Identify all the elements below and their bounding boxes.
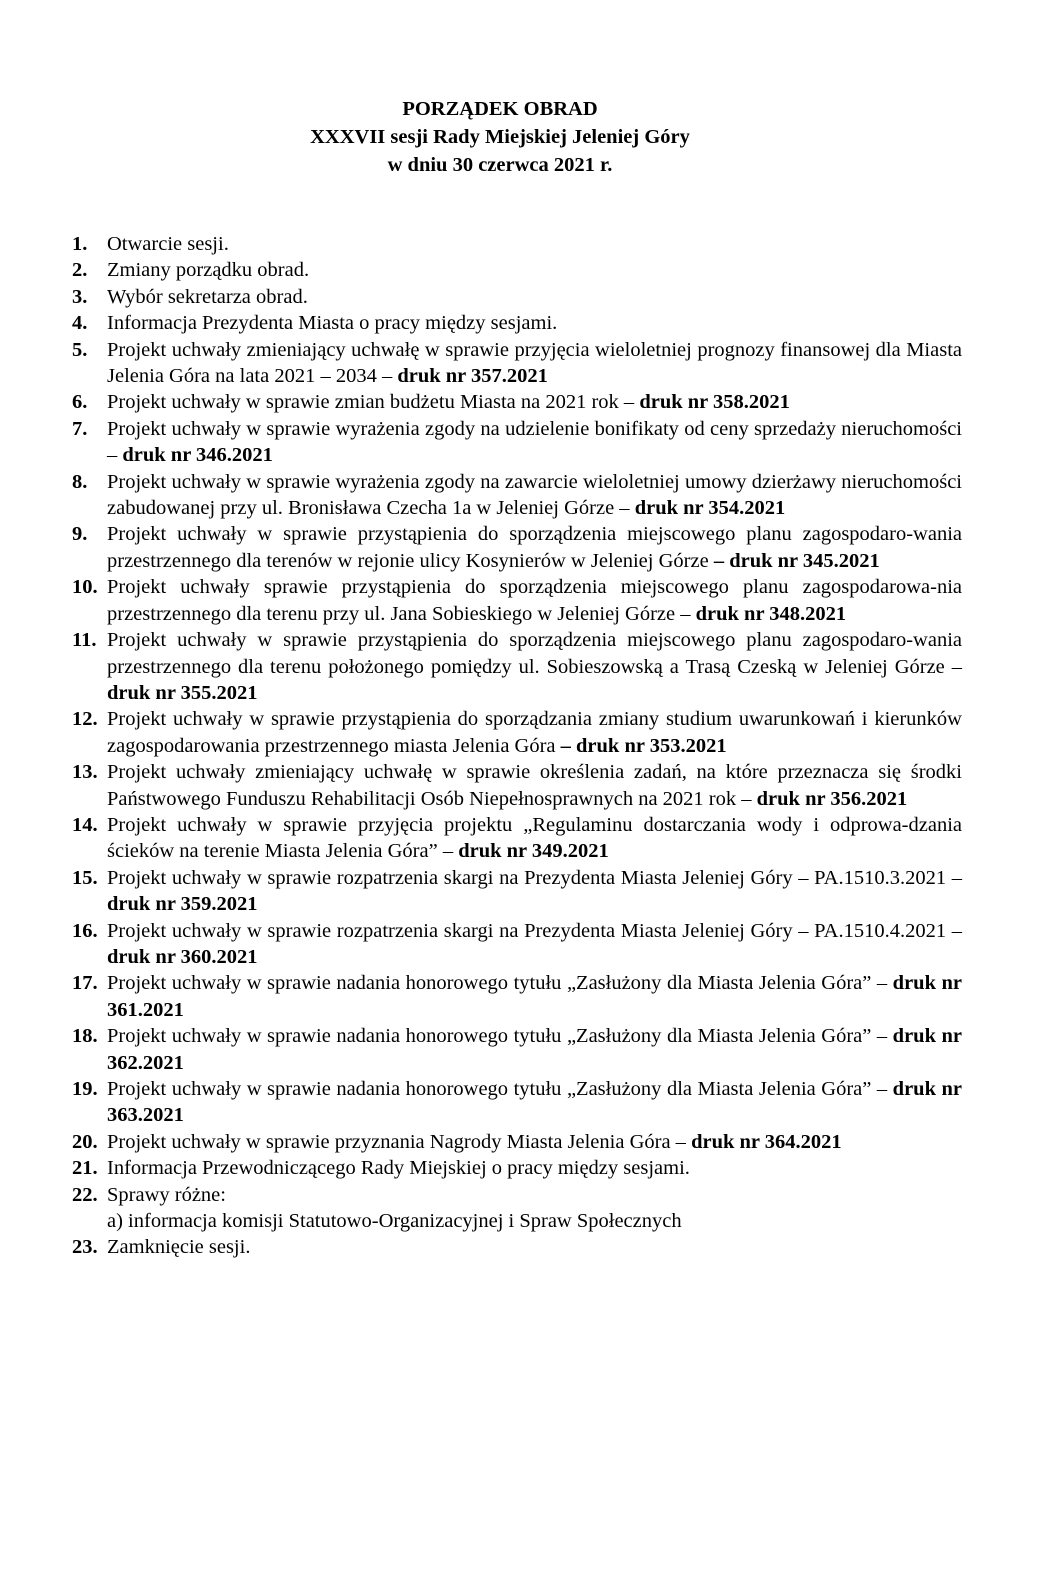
session-name: XXXVII sesji Rady Miejskiej Jeleniej Góry bbox=[310, 126, 690, 148]
agenda-item bbox=[72, 1023, 962, 1076]
agenda-item bbox=[72, 1182, 962, 1235]
agenda-item-number: 13. bbox=[72, 761, 98, 784]
agenda-item-druk: druk nr 360.2021 bbox=[107, 945, 258, 968]
agenda-item-number: 7. bbox=[72, 417, 88, 440]
agenda-item bbox=[72, 918, 962, 971]
agenda-item-druk: druk nr 357.2021 bbox=[397, 365, 548, 388]
agenda-item-text: Informacja Przewodniczącego Rady Miejskiej o pracy między sesjami. bbox=[107, 1157, 690, 1180]
agenda-item-druk: druk nr 364.2021 bbox=[691, 1130, 842, 1153]
agenda-item-number: 10. bbox=[72, 576, 98, 599]
agenda-item-druk: druk nr 362.2021 bbox=[107, 1025, 962, 1074]
agenda-item bbox=[72, 389, 962, 415]
agenda-item bbox=[72, 416, 962, 469]
agenda-item-number: 8. bbox=[72, 470, 88, 493]
agenda-item bbox=[72, 706, 962, 759]
session-date: w dniu 30 czerwca 2021 r. bbox=[387, 154, 613, 176]
agenda-item-text: Zamknięcie sesji. bbox=[107, 1236, 251, 1259]
agenda-item-number: 2. bbox=[72, 259, 88, 282]
agenda-item-druk: druk nr 363.2021 bbox=[107, 1078, 962, 1127]
agenda-item-text: Projekt uchwały w sprawie przystąpienia do sporządzania zmiany studium uwarunkowań i kierunków zagospodarowania przestrzennego miasta Jelenia Góra bbox=[107, 708, 962, 757]
agenda-item-text: Wybór sekretarza obrad. bbox=[107, 285, 308, 308]
agenda-list bbox=[72, 231, 962, 1261]
document-title: PORZĄDEK OBRAD bbox=[402, 98, 598, 120]
agenda-item-number: 11. bbox=[72, 629, 97, 652]
agenda-item-number: 1. bbox=[72, 233, 88, 255]
agenda-item-druk: – druk nr 345.2021 bbox=[713, 549, 880, 572]
agenda-item-text: Projekt uchwały zmieniający uchwałę w sprawie przyjęcia wieloletniej prognozy finansowej dla Miasta Jelenia Góra na lata 2021 – 2034 – bbox=[107, 338, 962, 388]
agenda-item bbox=[72, 574, 962, 627]
agenda-item bbox=[72, 1155, 962, 1181]
agenda-item-text: Zmiany porządku obrad. bbox=[107, 259, 310, 282]
agenda-item bbox=[72, 284, 962, 310]
agenda-item-text: Projekt uchwały w sprawie rozpatrzenia skargi na Prezydenta Miasta Jeleniej Góry – PA.1510.4.2021 – bbox=[107, 919, 962, 942]
agenda-item-druk: druk nr 355.2021 bbox=[107, 681, 258, 704]
agenda-item bbox=[72, 759, 962, 812]
agenda-item-text: Projekt uchwały w sprawie wyrażenia zgody na zawarcie wieloletniej umowy dzierżawy nieruchomości zabudowanej przy ul. Bronisława Czecha 1a w Jeleniej Górze – bbox=[107, 470, 962, 520]
agenda-item-number: 5. bbox=[72, 338, 88, 361]
agenda-item-druk: druk nr 346.2021 bbox=[122, 444, 273, 467]
agenda-item bbox=[72, 812, 962, 865]
agenda-item-text: Projekt uchwały zmieniający uchwałę w sprawie określenia zadań, na które przeznacza się środki Państwowego Funduszu Rehabilitacji Osób Niepełnosprawnych na 2021 rok – bbox=[107, 761, 962, 810]
agenda-item-text: Projekt uchwały w sprawie przystąpienia do sporządzenia miejscowego planu zagospodaro-wania przestrzennego dla terenów w rejonie ulicy Kosynierów w Jeleniej Górze bbox=[107, 523, 962, 572]
agenda-item bbox=[72, 627, 962, 706]
agenda-item-druk: druk nr 354.2021 bbox=[634, 497, 786, 520]
agenda-item-number: 19. bbox=[72, 1078, 98, 1100]
agenda-item-druk: druk nr 361.2021 bbox=[107, 972, 962, 1021]
agenda-item bbox=[72, 1076, 962, 1129]
agenda-item bbox=[72, 310, 962, 336]
agenda-subitem: a) informacja komisji Statutowo-Organizacyjnej i Spraw Społecznych bbox=[107, 1210, 682, 1233]
agenda-item bbox=[72, 257, 962, 283]
agenda-item-druk: druk nr 356.2021 bbox=[756, 787, 908, 810]
agenda-item-number: 4. bbox=[72, 312, 88, 335]
agenda-item-number: 21. bbox=[72, 1157, 98, 1180]
agenda-item-number: 15. bbox=[72, 866, 98, 889]
agenda-item-number: 18. bbox=[72, 1025, 98, 1048]
agenda-item-text: Projekt uchwały w sprawie nadania honorowego tytułu „Zasłużony dla Miasta Jelenia Góra” – bbox=[107, 972, 893, 995]
agenda-item-number: 20. bbox=[72, 1130, 98, 1153]
agenda-item-number: 12. bbox=[72, 708, 98, 731]
agenda-item-number: 9. bbox=[72, 523, 88, 546]
agenda-item-text: Informacja Prezydenta Miasta o pracy między sesjami. bbox=[107, 312, 558, 335]
agenda-item-number: 3. bbox=[72, 285, 88, 308]
agenda-item bbox=[72, 521, 962, 574]
agenda-item-text: Projekt uchwały w sprawie przystąpienia do sporządzenia miejscowego planu zagospodaro-wania przestrzennego dla terenu położonego pomiędzy ul. Sobieszowską a Trasą Czeską w Jeleniej Górze – bbox=[107, 629, 962, 678]
agenda-item-druk: druk nr 349.2021 bbox=[458, 840, 609, 863]
agenda-item-number: 22. bbox=[72, 1183, 98, 1206]
agenda-item-text: Projekt uchwały w sprawie rozpatrzenia skargi na Prezydenta Miasta Jeleniej Góry – PA.1510.3.2021 – bbox=[107, 866, 962, 889]
agenda-item-text: Projekt uchwały w sprawie wyrażenia zgody na udzielenie bonifikaty od ceny sprzedaży nieruchomości – bbox=[107, 417, 962, 467]
agenda-item-text: Projekt uchwały w sprawie przyznania Nagrody Miasta Jelenia Góra – bbox=[107, 1130, 692, 1153]
agenda-item-text: Projekt uchwały sprawie przystąpienia do sporządzenia miejscowego planu zagospodarowa-nia przestrzennego dla terenu przy ul. Jana Sobieskiego w Jeleniej Górze – bbox=[107, 576, 962, 625]
agenda-item bbox=[72, 231, 962, 257]
agenda-item-text: Sprawy różne: bbox=[107, 1183, 226, 1206]
agenda-item bbox=[72, 469, 962, 522]
agenda-item-number: 16. bbox=[72, 919, 98, 942]
agenda-item-druk: druk nr 348.2021 bbox=[695, 602, 847, 625]
agenda-item-text: Otwarcie sesji. bbox=[107, 233, 229, 255]
agenda-item-number: 14. bbox=[72, 813, 98, 836]
agenda-item-druk: druk nr 358.2021 bbox=[639, 391, 790, 414]
agenda-item bbox=[72, 970, 962, 1023]
agenda-item-number: 17. bbox=[72, 972, 98, 995]
document-header bbox=[0, 95, 1000, 179]
agenda-item bbox=[72, 1129, 962, 1155]
agenda-item bbox=[72, 1234, 962, 1260]
agenda-item bbox=[72, 337, 962, 390]
agenda-item-number: 6. bbox=[72, 391, 88, 414]
agenda-item-text: Projekt uchwały w sprawie przyjęcia projektu „Regulaminu dostarczania wody i odprowa-dzania ścieków na terenie Miasta Jelenia Góra” – bbox=[107, 813, 962, 863]
agenda-item-druk: – druk nr 353.2021 bbox=[560, 734, 727, 757]
agenda-item-text: Projekt uchwały w sprawie nadania honorowego tytułu „Zasłużony dla Miasta Jelenia Góra” – bbox=[107, 1078, 893, 1100]
agenda-item-text: Projekt uchwały w sprawie zmian budżetu Miasta na 2021 rok – bbox=[107, 391, 640, 414]
agenda-item bbox=[72, 865, 962, 918]
agenda-item-text: Projekt uchwały w sprawie nadania honorowego tytułu „Zasłużony dla Miasta Jelenia Góra” – bbox=[107, 1025, 893, 1048]
agenda-item-number: 23. bbox=[72, 1236, 98, 1259]
agenda-item-druk: druk nr 359.2021 bbox=[107, 893, 258, 916]
